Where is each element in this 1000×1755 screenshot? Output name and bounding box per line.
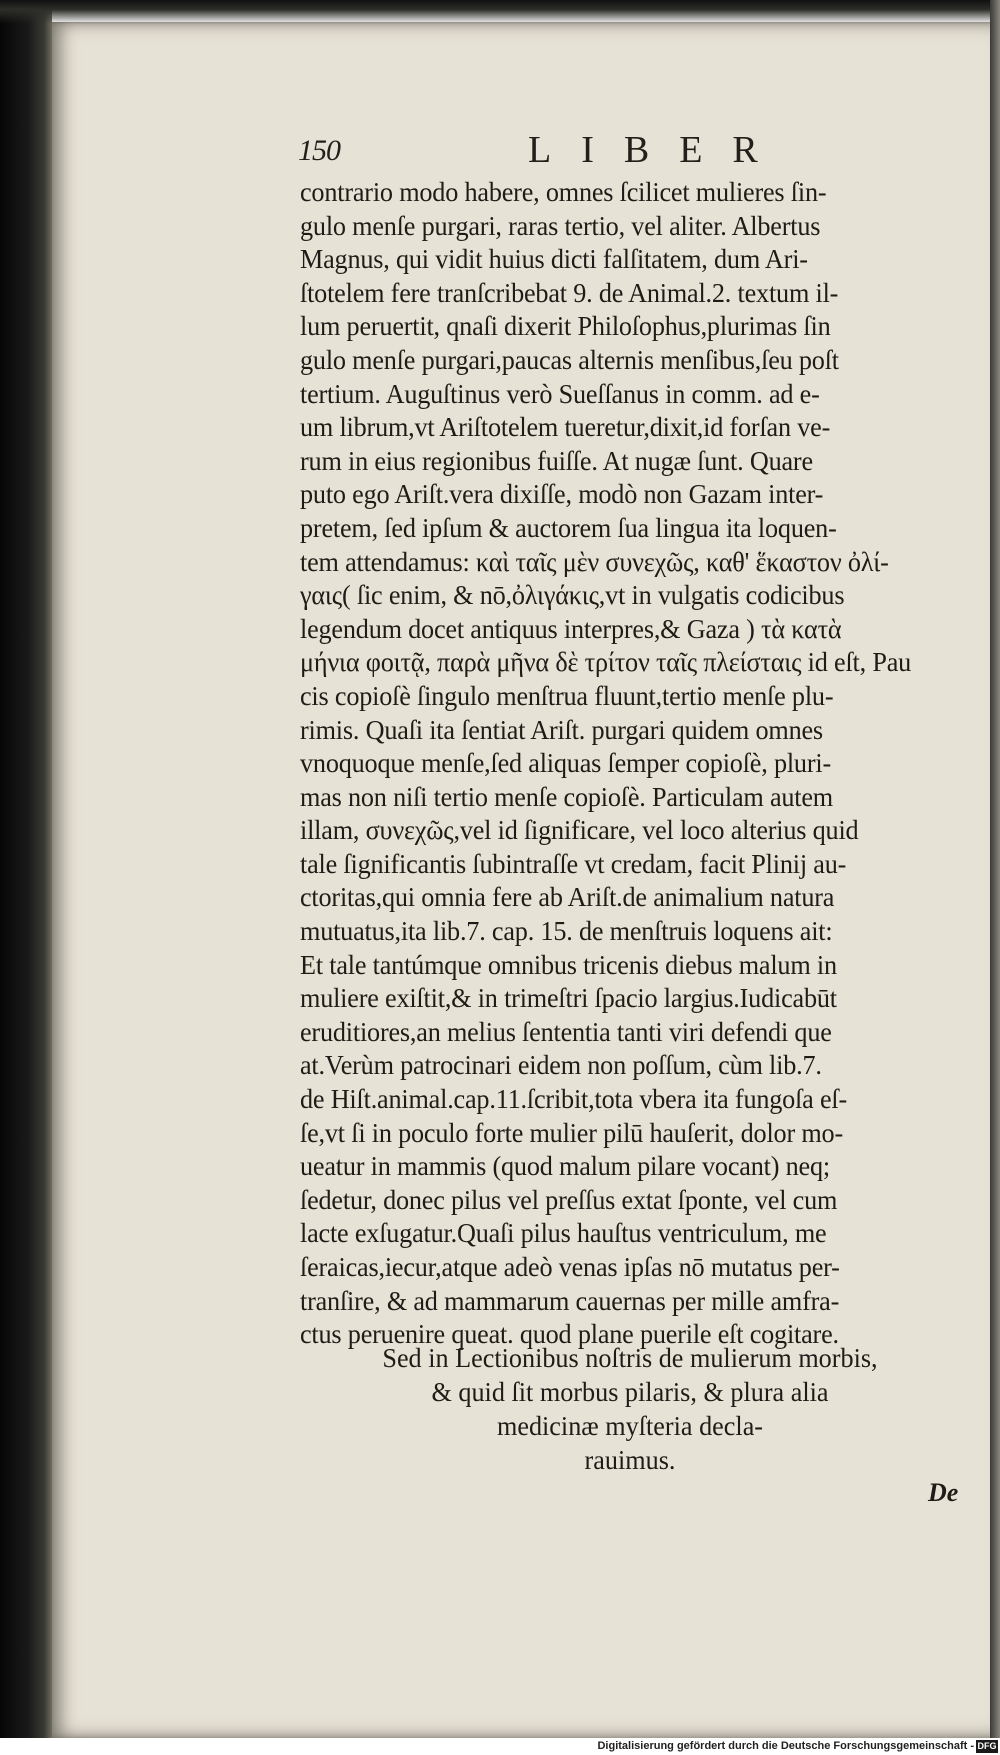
text-line: μήνια φοιτᾷ, παρὰ μῆνα δὲ τρίτον ταῖς πλείσταις id eſt, Pau	[300, 647, 912, 678]
top-edge-shadow	[0, 0, 1000, 24]
text-line: gulo menſe purgari,paucas alternis menſibus,ſeu poſt	[300, 344, 839, 375]
closing-line: & quid ſit morbus pilaris, & plura alia	[431, 1377, 829, 1407]
text-line: tale ſignificantis ſubintraſſe vt credam, facit Plinij au-	[300, 848, 847, 879]
text-line: γαις( ſic enim, & nō,ὀλιγάκις,vt in vulgatis codicibus	[300, 580, 845, 611]
text-line: lacte exſugatur.Quaſi pilus hauſtus ventriculum, me	[300, 1218, 827, 1249]
text-line: ſedetur, donec pilus vel preſſus extat ſponte, vel cum	[300, 1184, 838, 1215]
closing-line: Sed in Lectionibus noſtris de mulierum morbis,	[382, 1343, 878, 1373]
text-line: illam, συνεχῶς,vel id ſignificare, vel loco alterius quid	[300, 815, 859, 846]
text-line: rimis. Quaſi ita ſentiat Ariſt. purgari quidem omnes	[300, 714, 823, 745]
text-line: ueatur in mammis (quod malum pilare vocant) neq;	[300, 1151, 830, 1182]
text-line: ſeraicas,iecur,atque adeò venas ipſas nō mutatus per-	[300, 1252, 840, 1282]
dfg-logo: DFG	[977, 1741, 997, 1751]
text-line: tertium. Auguſtinus verò Sueſſanus in comm. ad e-	[300, 378, 820, 409]
text-line: cis copioſè ſingulo menſtrua fluunt,tertio menſe plu-	[300, 680, 834, 711]
text-line: de Hiſt.animal.cap.11.ſcribit,tota vbera ita fungoſa eſ-	[300, 1084, 848, 1115]
text-line: contrario modo habere, omnes ſcilicet mulieres ſin-	[300, 177, 827, 207]
running-head	[298, 128, 978, 172]
text-line: eruditiores,an melius ſententia tanti viri defendi que	[300, 1016, 832, 1047]
text-line: ctoritas,qui omnia fere ab Ariſt.de animalium natura	[300, 882, 835, 913]
closing-line: medicinæ myſteria decla-	[496, 1411, 764, 1441]
closing-paragraph	[300, 1341, 960, 1477]
text-line: gulo menſe purgari, raras tertio, vel aliter. Albertus	[300, 210, 821, 241]
text-line: pretem, ſed ipſum & auctorem ſua lingua ita loquen-	[300, 512, 837, 543]
text-line: legendum docet antiquus interpres,& Gaza ) τὰ κατὰ	[300, 613, 842, 644]
text-line: puto ego Ariſt.vera dixiſſe, modò non Gazam inter-	[300, 479, 824, 510]
text-line: mutuatus,ita lib.7. cap. 15. de menſtruis loquens ait:	[300, 916, 833, 947]
text-line: tem attendamus: καὶ ταῖς μὲν συνεχῶς, καθ' ἕκαστον ὀλί-	[300, 546, 889, 577]
text-line: vnoquoque menſe,ſed aliquas ſemper copioſè, pluri-	[300, 748, 832, 779]
page-number: 150	[298, 134, 340, 167]
text-line: ſe,vt ſi in poculo forte mulier pilū hauſerit, dolor mo-	[300, 1117, 843, 1148]
text-line: muliere exiſtit,& in trimeſtri ſpacio largius.Iudicabūt	[300, 983, 837, 1014]
digitization-credit: Digitalisierung gefördert durch die Deutsche Forschungsgemeinschaft -	[597, 1740, 974, 1752]
text-line: at.Verùm patrocinari eidem non poſſum, cùm lib.7.	[300, 1050, 822, 1081]
text-line: um librum,vt Ariſtotelem tueretur,dixit,id forſan ve-	[300, 412, 831, 443]
text-line: mas non niſi tertio menſe copioſè. Particulam autem	[300, 781, 834, 812]
closing-line: rauimus.	[584, 1445, 676, 1475]
body-text	[300, 176, 980, 1352]
running-head-title: LIBER	[528, 129, 788, 171]
catchword: De	[928, 1478, 959, 1507]
binding-shadow	[0, 0, 52, 1738]
text-line: ctus peruenire queat. quod plane puerile eſt cogitare.	[300, 1319, 839, 1350]
text-line: Et tale tantúmque omnibus tricenis diebus malum in	[300, 949, 837, 980]
right-edge-shadow	[990, 0, 1000, 1738]
text-line: tranſire, & ad mammarum cauernas per mille amfra-	[300, 1285, 840, 1316]
text-line: ſtotelem fere tranſcribebat 9. de Animal.2. textum il-	[300, 277, 839, 308]
text-line: rum in eius regionibus fuiſſe. At nugæ ſunt. Quare	[300, 445, 813, 476]
text-line: lum peruertit, qnaſi dixerit Philoſophus,plurimas ſin	[300, 311, 831, 342]
text-line: Magnus, qui vidit huius dicti falſitatem, dum Ari-	[300, 244, 808, 275]
